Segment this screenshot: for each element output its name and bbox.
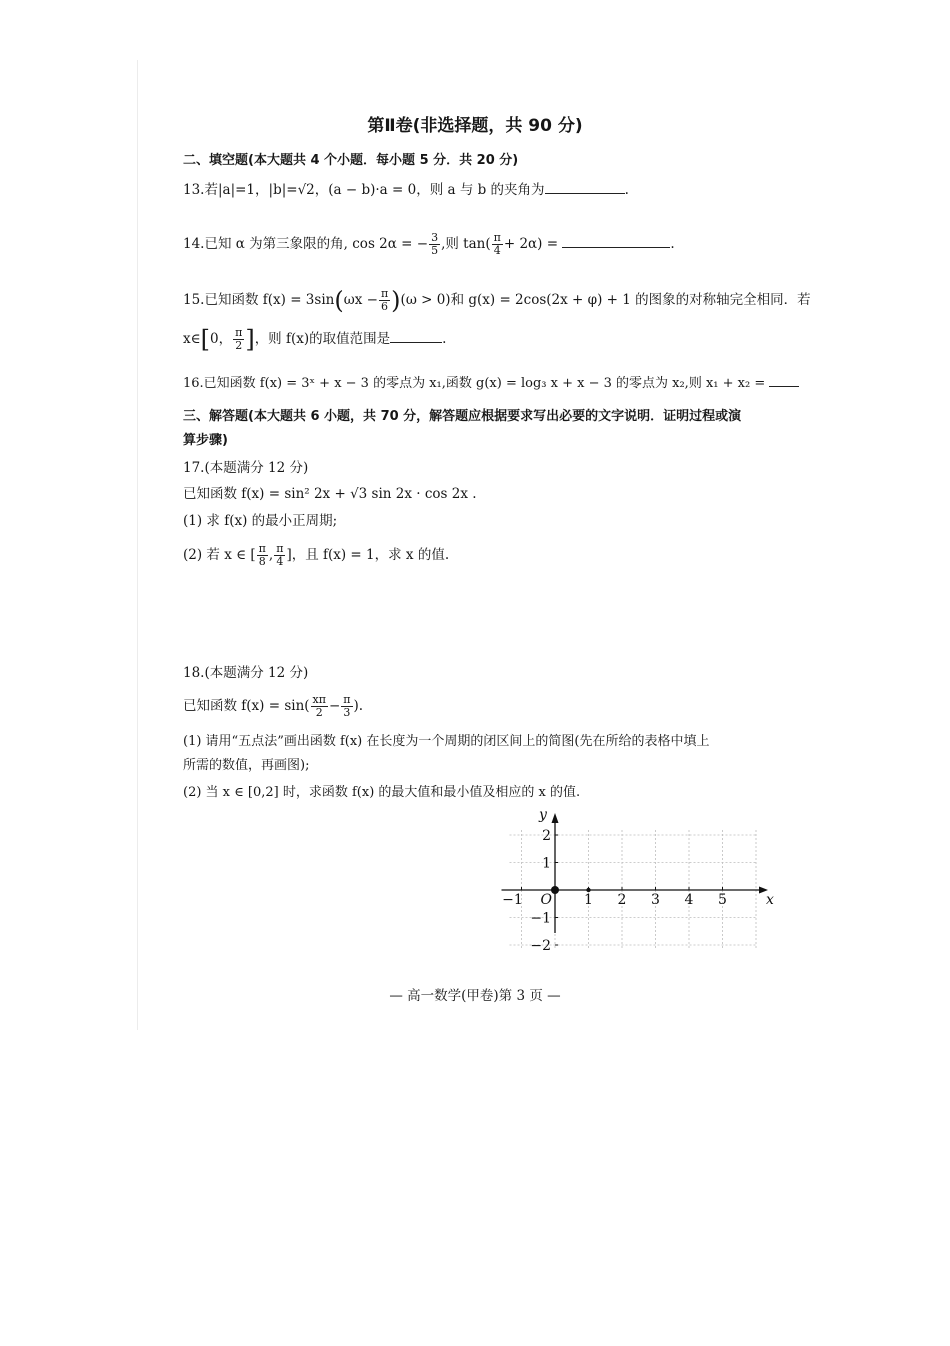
question-15-line-2: x∈[0， $\frac{\pi}{2}$ ]，则 f(x)的取值范围是 . [183,325,447,354]
y-tick-label: −2 [530,938,551,954]
page-edge [137,60,138,1030]
x-axis-label: x [766,892,774,908]
fraction: $\frac{\pi}{4}$ [276,542,284,568]
question-13: 13.若|a|=1，|b|=√2，(a − b)·a = 0，则 a 与 b 的夹角为 . [183,179,629,199]
y-tick-label: −1 [530,910,551,927]
x-tick-label: 5 [718,892,727,908]
fraction: $\frac{\pi}{8}$ [258,542,266,568]
question-18-stem: 已知函数 f(x) = sin( $\frac{x\pi}{2}$ − $\frac{\pi}{3}$ ). [183,693,364,719]
question-17-heading: 17.(本题满分 12 分) [183,460,309,476]
y-axis-label: y [539,807,547,823]
data-point [586,888,590,892]
question-17-stem: 已知函数 f(x) = sin² 2x + √3 sin 2x · cos 2x . [183,486,477,502]
chart-labels [502,807,774,954]
question-17-part-1: (1) 求 f(x) 的最小正周期; [183,513,338,529]
fraction: $\frac{3}{5}$ [431,231,439,257]
fraction: $\frac{\pi}{6}$ [380,287,389,313]
section-fill-heading: 二、填空题(本大题共 4 个小题．每小题 5 分．共 20 分) [183,153,519,168]
question-14: 14.已知 α 为第三象限的角, cos 2α = − $\frac{3}{5}$ ,则 tan( $\frac{\pi}{4}$ + 2α) = . [183,231,675,257]
page-title: 第Ⅱ卷(非选择题，共 90 分) [367,116,583,136]
data-point [551,886,559,894]
y-axis-arrow [552,813,559,823]
answer-blank [562,233,670,248]
page-footer: — 高一数学(甲卷)第 3 页 — [389,988,561,1004]
fraction: $\frac{x\pi}{2}$ [312,693,326,719]
fraction: $\frac{\pi}{4}$ [493,231,501,257]
x-tick-label: −1 [502,892,523,908]
x-tick-label: 3 [651,892,660,908]
y-tick-label: 1 [542,855,551,872]
question-16: 16.已知函数 f(x) = 3ˣ + x − 3 的零点为 x₁,函数 g(x) = log₃ x + x − 3 的零点为 x₂,则 x₁ + x₂ = [183,372,799,393]
answer-blank [545,179,625,194]
section-solve-heading-2: 算步骤) [183,433,228,448]
answer-blank [390,328,442,343]
coordinate-grid-chart [500,802,790,962]
question-18-part-2: (2) 当 x ∈ [0,2] 时，求函数 f(x) 的最大值和最小值及相应的 x 的值. [183,785,581,800]
fraction: $\frac{\pi}{3}$ [343,693,351,719]
question-18-heading: 18.(本题满分 12 分) [183,665,309,681]
x-tick-label: 4 [684,892,694,908]
y-tick-label: 2 [542,828,551,844]
section-solve-heading-1: 三、解答题(本大题共 6 小题，共 70 分，解答题应根据要求写出必要的文字说明．证明过程或演 [183,409,742,424]
question-18-part-1-line-2: 所需的数值，再画图); [183,758,310,773]
answer-blank [769,372,799,387]
origin-label: O [540,892,552,908]
x-tick-label: 2 [617,892,627,908]
question-15-line-1: 15.已知函数 f(x) = 3sin(ωx − $\frac{\pi}{6}$ )(ω > 0)和 g(x) = 2cos(2x + φ) + 1 的图象的对称轴完全相同．若 [183,286,811,315]
question-18-part-1-line-1: (1) 请用“五点法”画出函数 f(x) 在长度为一个周期的闭区间上的简图(先在所给的表格中填上 [183,734,710,749]
x-tick-label: 1 [584,892,593,908]
question-17-part-2: (2) 若 x ∈ [ $\frac{\pi}{8}$ , $\frac{\pi}{4}$ ]，且 f(x) = 1，求 x 的值. [183,542,450,568]
fraction: $\frac{\pi}{2}$ [235,326,243,352]
